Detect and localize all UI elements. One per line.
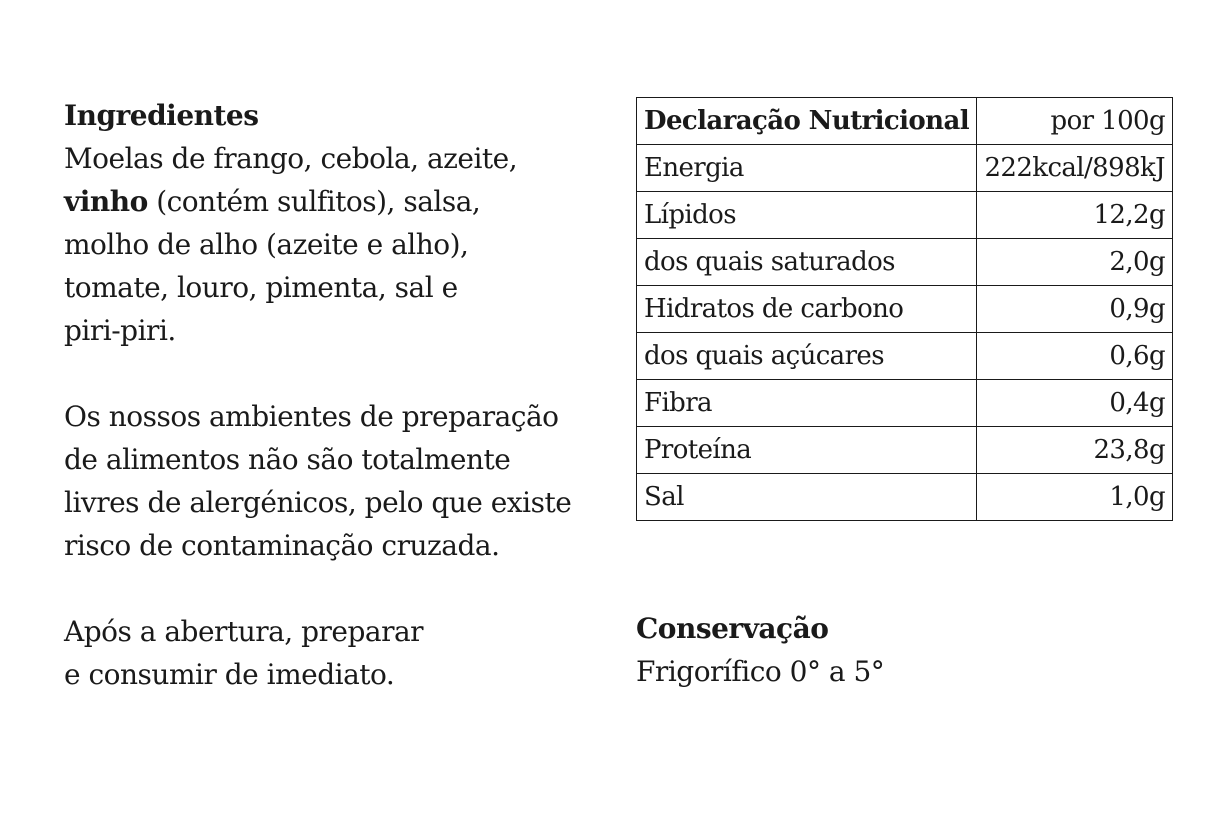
nutrition-value: 0,9g (977, 286, 1173, 333)
ingredients-line-5: piri-piri. (64, 314, 176, 347)
nutrition-value: 222kcal/898kJ (977, 145, 1173, 192)
nutrition-label: Fibra (637, 380, 977, 427)
nutrition-table (636, 97, 1173, 521)
ingredients-line-2 (64, 180, 609, 223)
nutrition-label: Proteína (637, 427, 977, 474)
nutrition-header-row (637, 98, 1173, 145)
nutrition-value: 1,0g (977, 474, 1173, 521)
ingredients-section (64, 94, 609, 696)
nutrition-value: 0,6g (977, 333, 1173, 380)
nutrition-row-fibre (637, 380, 1173, 427)
ingredients-line-1: Moelas de frango, cebola, azeite, (64, 142, 518, 175)
nutrition-label: dos quais saturados (637, 239, 977, 286)
ingredients-line-4: tomate, louro, pimenta, sal e (64, 271, 458, 304)
storage-instructions: Frigorífico 0° a 5° (636, 655, 885, 688)
allergen-notice-line-4: risco de contaminação cruzada. (64, 529, 500, 562)
nutrition-label: Sal (637, 474, 977, 521)
ingredients-line-2-rest: (contém sulfitos), salsa, (147, 185, 481, 218)
nutrition-label: Lípidos (637, 192, 977, 239)
nutrition-row-carbohydrates (637, 286, 1173, 333)
nutrition-header-value: por 100g (977, 98, 1173, 145)
nutrition-label: Energia (637, 145, 977, 192)
allergen-notice-line-3: livres de alergénicos, pelo que existe (64, 486, 572, 519)
nutrition-table-container (636, 97, 1173, 521)
storage-section (636, 607, 884, 693)
nutrition-header-label: Declaração Nutricional (637, 98, 977, 145)
nutrition-value: 0,4g (977, 380, 1173, 427)
paragraph-spacer (64, 567, 609, 610)
nutrition-value: 23,8g (977, 427, 1173, 474)
nutrition-label: dos quais açúcares (637, 333, 977, 380)
nutrition-row-saturates (637, 239, 1173, 286)
allergen-notice-line-2: de alimentos não são totalmente (64, 443, 511, 476)
storage-heading: Conservação (636, 612, 829, 645)
nutrition-row-protein (637, 427, 1173, 474)
nutrition-row-salt (637, 474, 1173, 521)
nutrition-row-energy (637, 145, 1173, 192)
nutrition-row-sugars (637, 333, 1173, 380)
allergen-notice-line-1: Os nossos ambientes de preparação (64, 400, 559, 433)
nutrition-row-lipids (637, 192, 1173, 239)
ingredients-allergen-wine: vinho (64, 185, 148, 218)
ingredients-line-3: molho de alho (azeite e alho), (64, 228, 469, 261)
nutrition-value: 12,2g (977, 192, 1173, 239)
ingredients-heading: Ingredientes (64, 99, 259, 132)
opening-instructions-line-2: e consumir de imediato. (64, 658, 395, 691)
opening-instructions-line-1: Após a abertura, preparar (64, 615, 424, 648)
paragraph-spacer (64, 352, 609, 395)
nutrition-value: 2,0g (977, 239, 1173, 286)
nutrition-label: Hidratos de carbono (637, 286, 977, 333)
